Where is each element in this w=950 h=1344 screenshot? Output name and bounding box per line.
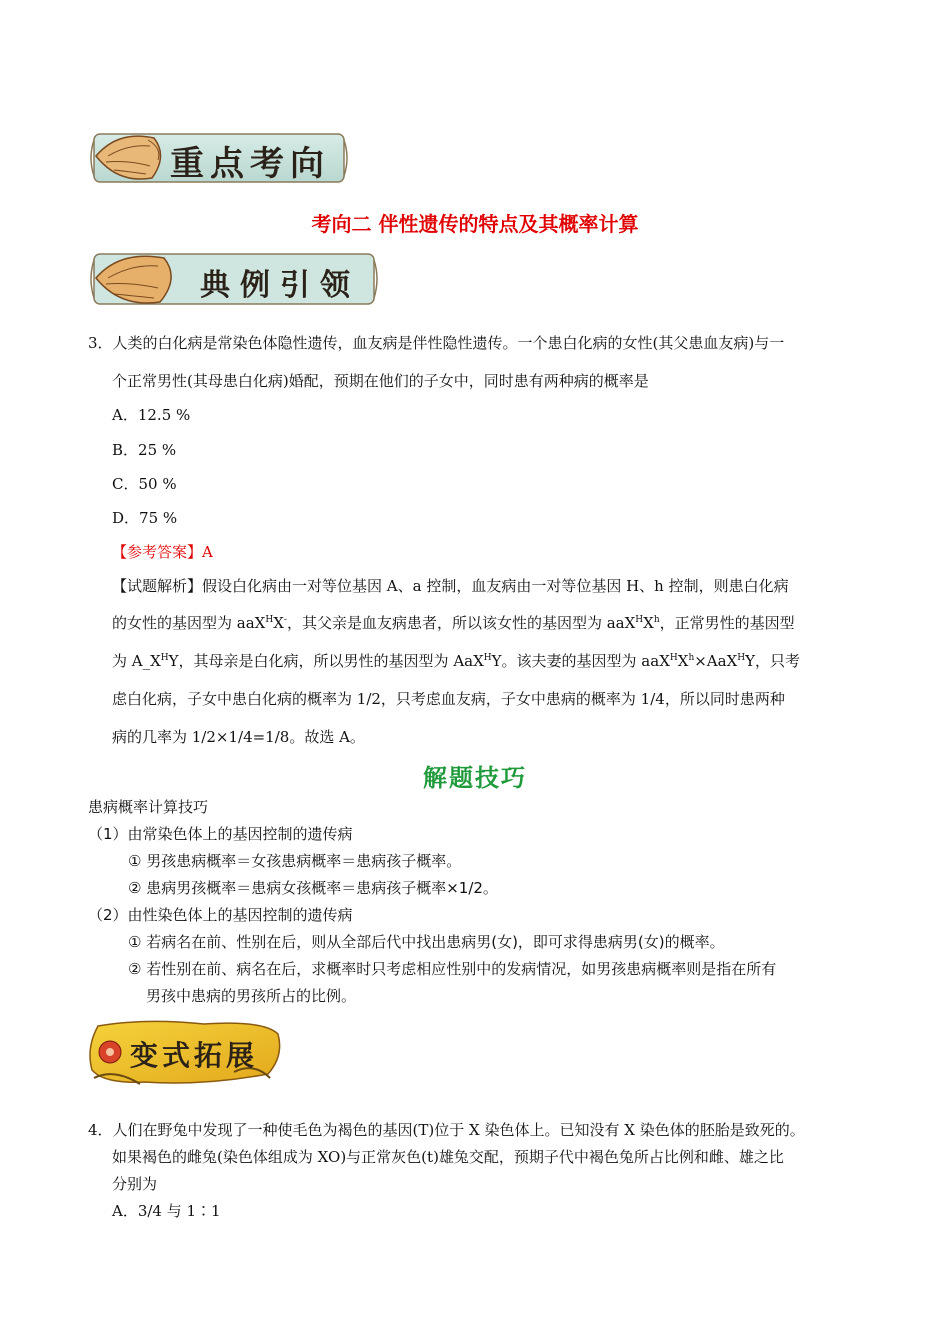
- q4-stem-line3: 分别为: [112, 1175, 158, 1193]
- q3-stem-line1: 人类的白化病是常染色体隐性遗传，血友病是伴性隐性遗传。一个患白化病的女性(其父患血友病)与一: [112, 334, 785, 352]
- q3-option-a: A．12.5 %: [112, 406, 191, 424]
- tips-p1-b: ② 患病男孩概率＝患病女孩概率＝患病孩子概率×1/2。: [128, 879, 498, 897]
- analysis-line3: 为 $A\_X^HY$，其母亲是白化病，所以男性的基因型为 AaX$^H$Y。该夫妻的基因型为 $aaX^HX^h\times AaX^HY$，只考: [112, 652, 801, 670]
- tips-p2-b2: 男孩中患病的男孩所占的比例。: [146, 987, 357, 1005]
- section-title: 考向二 伴性遗传的特点及其概率计算: [311, 212, 639, 236]
- q3-option-b: B．25 %: [112, 441, 177, 459]
- q4-number: 4．: [88, 1121, 113, 1139]
- tips-p2-b1: ② 若性别在前、病名在后，求概率时只考虑相应性别中的发病情况，如男孩患病概率则是指在所有: [128, 960, 777, 978]
- example-banner-label: 典例引领: [200, 268, 360, 303]
- tips-p1: （1）由常染色体上的基因控制的遗传病: [88, 825, 353, 843]
- analysis-line5: 病的几率为 1/2×1/4=1/8。故选 A。: [112, 728, 365, 746]
- analysis-label: 【试题解析】: [112, 577, 203, 595]
- q3-stem-line2: 个正常男性(其母患白化病)婚配，预期在他们的子女中，同时患有两种病的概率是: [112, 372, 649, 390]
- focus-banner-label: 重点考向: [170, 144, 330, 184]
- example-banner: [88, 246, 380, 312]
- analysis-line2: 的女性的基因型为 aaX$^H$X-，其父亲是血友病患者，所以该女性的基因型为 $aaX^HX^h$，正常男性的基因型: [112, 614, 795, 632]
- q3-line1: [88, 333, 784, 353]
- q4-option-a: A．3/4 与 1∶1: [112, 1202, 221, 1220]
- q3-option-c: C．50 %: [112, 475, 177, 493]
- variant-banner-label: 变式拓展: [130, 1039, 259, 1072]
- answer-label: 【参考答案】: [112, 543, 203, 561]
- analysis-line1: 【试题解析】假设白化病由一对等位基因 A、a 控制，血友病由一对等位基因 H、h 控制，则患白化病: [112, 577, 789, 595]
- tips-p1-a: ① 男孩患病概率＝女孩患病概率＝患病孩子概率。: [128, 852, 462, 870]
- focus-banner: [88, 126, 350, 190]
- q4-line1: [88, 1120, 805, 1140]
- tips-p2-a: ① 若病名在前、性别在后，则从全部后代中找出患病男(女)，即可求得患病男(女)的概率。: [128, 933, 725, 951]
- flower-icon: [99, 1041, 121, 1063]
- tips-heading: 患病概率计算技巧: [88, 798, 209, 816]
- q3-answer: [112, 542, 213, 562]
- q4-stem-line2: 如果褐色的雌兔(染色体组成为 XO)与正常灰色(t)雄兔交配，预期子代中褐色兔所占比例和雌、雄之比: [112, 1148, 784, 1166]
- answer-value: A: [202, 543, 213, 561]
- q4-stem-line1: 人们在野兔中发现了一种使毛色为褐色的基因(T)位于 X 染色体上。已知没有 X 染色体的胚胎是致死的。: [112, 1121, 805, 1139]
- q3-number: 3．: [88, 334, 113, 352]
- analysis-line4: 虑白化病，子女中患白化病的概率为 1/2，只考虑血友病，子女中患病的概率为 1/4，所以同时患两种: [112, 690, 785, 708]
- q3-option-d: D．75 %: [112, 509, 178, 527]
- tips-title: 解题技巧: [423, 764, 527, 792]
- variant-banner: [84, 1012, 284, 1092]
- tips-p2: （2）由性染色体上的基因控制的遗传病: [88, 906, 353, 924]
